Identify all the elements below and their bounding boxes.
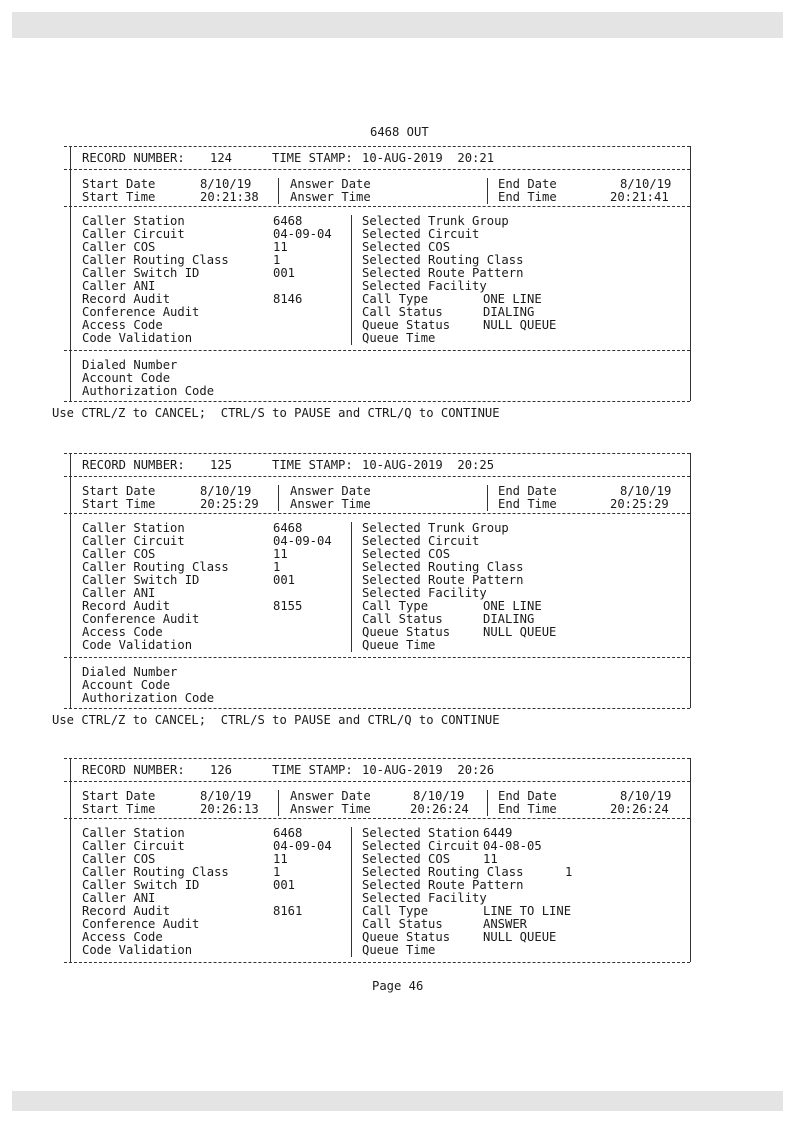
field-value: 1 xyxy=(273,253,281,267)
field-label: Caller Switch ID xyxy=(82,878,200,892)
start-time-value: 20:21:38 xyxy=(200,190,259,204)
date-divider xyxy=(278,178,279,204)
record-number-value: 126 xyxy=(210,763,233,777)
field-value: 11 xyxy=(273,547,288,561)
field-label: Selected Trunk Group xyxy=(362,521,509,535)
field-label: Caller Routing Class xyxy=(82,560,229,574)
start-time-value: 20:26:13 xyxy=(200,802,259,816)
field-label: Selected Circuit xyxy=(362,534,480,548)
field-label: Selected Trunk Group xyxy=(362,214,509,228)
date-divider xyxy=(487,485,488,511)
field-label: Call Status xyxy=(362,305,443,319)
bottom-field-label: Authorization Code xyxy=(82,384,215,398)
start-date-value: 8/10/19 xyxy=(200,789,252,803)
scan-edge-bottom xyxy=(12,1091,783,1111)
end-time-value: 20:26:24 xyxy=(610,802,669,816)
field-value: 001 xyxy=(273,878,296,892)
dashed-rule xyxy=(64,206,690,207)
field-label: Queue Time xyxy=(362,638,436,652)
field-label: Record Audit xyxy=(82,292,171,306)
field-label: Selected Route Pattern xyxy=(362,266,524,280)
record-number-label: RECORD NUMBER: xyxy=(82,458,185,472)
answer-date-value: 8/10/19 xyxy=(413,789,465,803)
record-top-rule xyxy=(64,758,690,759)
field-label: Queue Time xyxy=(362,331,436,345)
field-label: Caller Switch ID xyxy=(82,266,200,280)
dashed-rule xyxy=(64,350,690,351)
field-value: 6468 xyxy=(273,826,303,840)
answer-time-label: Answer Time xyxy=(290,802,371,816)
field-label: Record Audit xyxy=(82,904,171,918)
record-number-label: RECORD NUMBER: xyxy=(82,763,185,777)
record-number-value: 125 xyxy=(210,458,233,472)
field-label: Queue Status xyxy=(362,318,451,332)
field-label: Caller Routing Class xyxy=(82,865,229,879)
field-label: Selected Facility xyxy=(362,586,487,600)
field-label: Record Audit xyxy=(82,599,171,613)
field-label: Selected Station xyxy=(362,826,480,840)
date-divider xyxy=(278,790,279,816)
field-label: Caller Switch ID xyxy=(82,573,200,587)
field-label: Selected Routing Class xyxy=(362,253,524,267)
field-value: ONE LINE xyxy=(483,599,542,613)
column-divider xyxy=(351,522,352,652)
field-value: LINE TO LINE xyxy=(483,904,572,918)
field-value: 1 xyxy=(565,865,573,879)
answer-time-value: 20:26:24 xyxy=(410,802,469,816)
field-value: 6449 xyxy=(483,826,513,840)
field-value: 11 xyxy=(273,852,288,866)
left-border xyxy=(70,146,71,401)
field-label: Caller Circuit xyxy=(82,839,185,853)
right-border xyxy=(690,453,691,708)
start-time-value: 20:25:29 xyxy=(200,497,259,511)
time-stamp-label: TIME STAMP: xyxy=(272,151,353,165)
date-divider xyxy=(278,485,279,511)
bottom-field-label: Account Code xyxy=(82,678,171,692)
field-label: Code Validation xyxy=(82,943,193,957)
field-value: 1 xyxy=(273,560,281,574)
start-time-label: Start Time xyxy=(82,497,156,511)
bottom-field-label: Dialed Number xyxy=(82,358,178,372)
start-date-label: Start Date xyxy=(82,177,156,191)
start-time-label: Start Time xyxy=(82,190,156,204)
dashed-rule xyxy=(64,513,690,514)
field-label: Caller Station xyxy=(82,826,185,840)
end-time-value: 20:25:29 xyxy=(610,497,669,511)
bottom-field-label: Account Code xyxy=(82,371,171,385)
field-value: ANSWER xyxy=(483,917,528,931)
answer-time-label: Answer Time xyxy=(290,190,371,204)
field-label: Caller ANI xyxy=(82,891,156,905)
field-value: 04-09-04 xyxy=(273,227,332,241)
bottom-field-label: Authorization Code xyxy=(82,691,215,705)
record-bottom-rule xyxy=(64,401,690,402)
end-date-value: 8/10/19 xyxy=(620,177,672,191)
field-label: Caller Circuit xyxy=(82,534,185,548)
end-time-label: End Time xyxy=(498,497,557,511)
field-label: Caller ANI xyxy=(82,279,156,293)
field-value: 11 xyxy=(483,852,498,866)
field-label: Call Status xyxy=(362,612,443,626)
dashed-rule xyxy=(64,169,690,170)
answer-date-label: Answer Date xyxy=(290,484,371,498)
bottom-field-label: Dialed Number xyxy=(82,665,178,679)
time-stamp-label: TIME STAMP: xyxy=(272,458,353,472)
time-stamp-value: 10-AUG-2019 20:26 xyxy=(362,763,495,777)
end-date-label: End Date xyxy=(498,177,557,191)
start-date-value: 8/10/19 xyxy=(200,484,252,498)
field-value: 8161 xyxy=(273,904,303,918)
field-value: DIALING xyxy=(483,305,535,319)
field-label: Caller COS xyxy=(82,852,156,866)
end-time-label: End Time xyxy=(498,802,557,816)
answer-time-label: Answer Time xyxy=(290,497,371,511)
field-label: Selected Route Pattern xyxy=(362,573,524,587)
field-label: Selected COS xyxy=(362,240,451,254)
start-date-label: Start Date xyxy=(82,789,156,803)
field-label: Caller Station xyxy=(82,521,185,535)
column-divider xyxy=(351,215,352,345)
date-divider xyxy=(487,178,488,204)
answer-date-label: Answer Date xyxy=(290,789,371,803)
field-label: Call Type xyxy=(362,904,429,918)
field-label: Queue Status xyxy=(362,930,451,944)
field-label: Selected Facility xyxy=(362,891,487,905)
field-label: Caller COS xyxy=(82,547,156,561)
field-label: Caller Routing Class xyxy=(82,253,229,267)
field-label: Call Type xyxy=(362,599,429,613)
field-value: 11 xyxy=(273,240,288,254)
date-divider xyxy=(487,790,488,816)
field-label: Queue Status xyxy=(362,625,451,639)
left-border xyxy=(70,758,71,962)
field-value: 04-09-04 xyxy=(273,534,332,548)
start-date-label: Start Date xyxy=(82,484,156,498)
field-label: Call Status xyxy=(362,917,443,931)
end-date-label: End Date xyxy=(498,484,557,498)
record-bottom-rule xyxy=(64,708,690,709)
record-number-value: 124 xyxy=(210,151,233,165)
field-label: Selected Route Pattern xyxy=(362,878,524,892)
field-value: 04-09-04 xyxy=(273,839,332,853)
continue-prompt: Use CTRL/Z to CANCEL; CTRL/S to PAUSE and CTRL/Q to CONTINUE xyxy=(52,406,500,420)
field-label: Access Code xyxy=(82,930,163,944)
field-value: 001 xyxy=(273,266,296,280)
page-number: Page 46 xyxy=(372,979,424,993)
dashed-rule xyxy=(64,476,690,477)
field-value: NULL QUEUE xyxy=(483,930,557,944)
right-border xyxy=(690,146,691,401)
field-label: Selected Facility xyxy=(362,279,487,293)
field-label: Selected Routing Class xyxy=(362,865,524,879)
field-value: 6468 xyxy=(273,214,303,228)
right-border xyxy=(690,758,691,962)
end-date-label: End Date xyxy=(498,789,557,803)
page-title: 6468 OUT xyxy=(370,125,429,139)
field-value: 1 xyxy=(273,865,281,879)
end-date-value: 8/10/19 xyxy=(620,789,672,803)
dashed-rule xyxy=(64,657,690,658)
answer-date-label: Answer Date xyxy=(290,177,371,191)
time-stamp-label: TIME STAMP: xyxy=(272,763,353,777)
dashed-rule xyxy=(64,962,690,963)
field-value: DIALING xyxy=(483,612,535,626)
field-label: Caller COS xyxy=(82,240,156,254)
field-label: Queue Time xyxy=(362,943,436,957)
field-label: Conference Audit xyxy=(82,305,200,319)
record-number-label: RECORD NUMBER: xyxy=(82,151,185,165)
field-label: Conference Audit xyxy=(82,612,200,626)
field-label: Selected COS xyxy=(362,547,451,561)
start-date-value: 8/10/19 xyxy=(200,177,252,191)
field-label: Caller Station xyxy=(82,214,185,228)
field-label: Code Validation xyxy=(82,638,193,652)
field-value: 8155 xyxy=(273,599,303,613)
dashed-rule xyxy=(64,818,690,819)
field-value: NULL QUEUE xyxy=(483,318,557,332)
field-label: Access Code xyxy=(82,318,163,332)
scan-edge-top xyxy=(12,12,783,38)
continue-prompt: Use CTRL/Z to CANCEL; CTRL/S to PAUSE and CTRL/Q to CONTINUE xyxy=(52,713,500,727)
field-value: NULL QUEUE xyxy=(483,625,557,639)
end-time-label: End Time xyxy=(498,190,557,204)
column-divider xyxy=(351,827,352,957)
field-label: Caller Circuit xyxy=(82,227,185,241)
field-label: Selected Routing Class xyxy=(362,560,524,574)
record-top-rule xyxy=(64,146,690,147)
field-value: 001 xyxy=(273,573,296,587)
time-stamp-value: 10-AUG-2019 20:25 xyxy=(362,458,495,472)
field-label: Access Code xyxy=(82,625,163,639)
field-label: Selected Circuit xyxy=(362,227,480,241)
field-value: 04-08-05 xyxy=(483,839,542,853)
field-value: ONE LINE xyxy=(483,292,542,306)
record-top-rule xyxy=(64,453,690,454)
start-time-label: Start Time xyxy=(82,802,156,816)
left-border xyxy=(70,453,71,708)
field-label: Selected Circuit xyxy=(362,839,480,853)
field-value: 6468 xyxy=(273,521,303,535)
dashed-rule xyxy=(64,781,690,782)
field-label: Caller ANI xyxy=(82,586,156,600)
field-value: 8146 xyxy=(273,292,303,306)
end-date-value: 8/10/19 xyxy=(620,484,672,498)
end-time-value: 20:21:41 xyxy=(610,190,669,204)
field-label: Conference Audit xyxy=(82,917,200,931)
field-label: Code Validation xyxy=(82,331,193,345)
field-label: Selected COS xyxy=(362,852,451,866)
field-label: Call Type xyxy=(362,292,429,306)
time-stamp-value: 10-AUG-2019 20:21 xyxy=(362,151,495,165)
